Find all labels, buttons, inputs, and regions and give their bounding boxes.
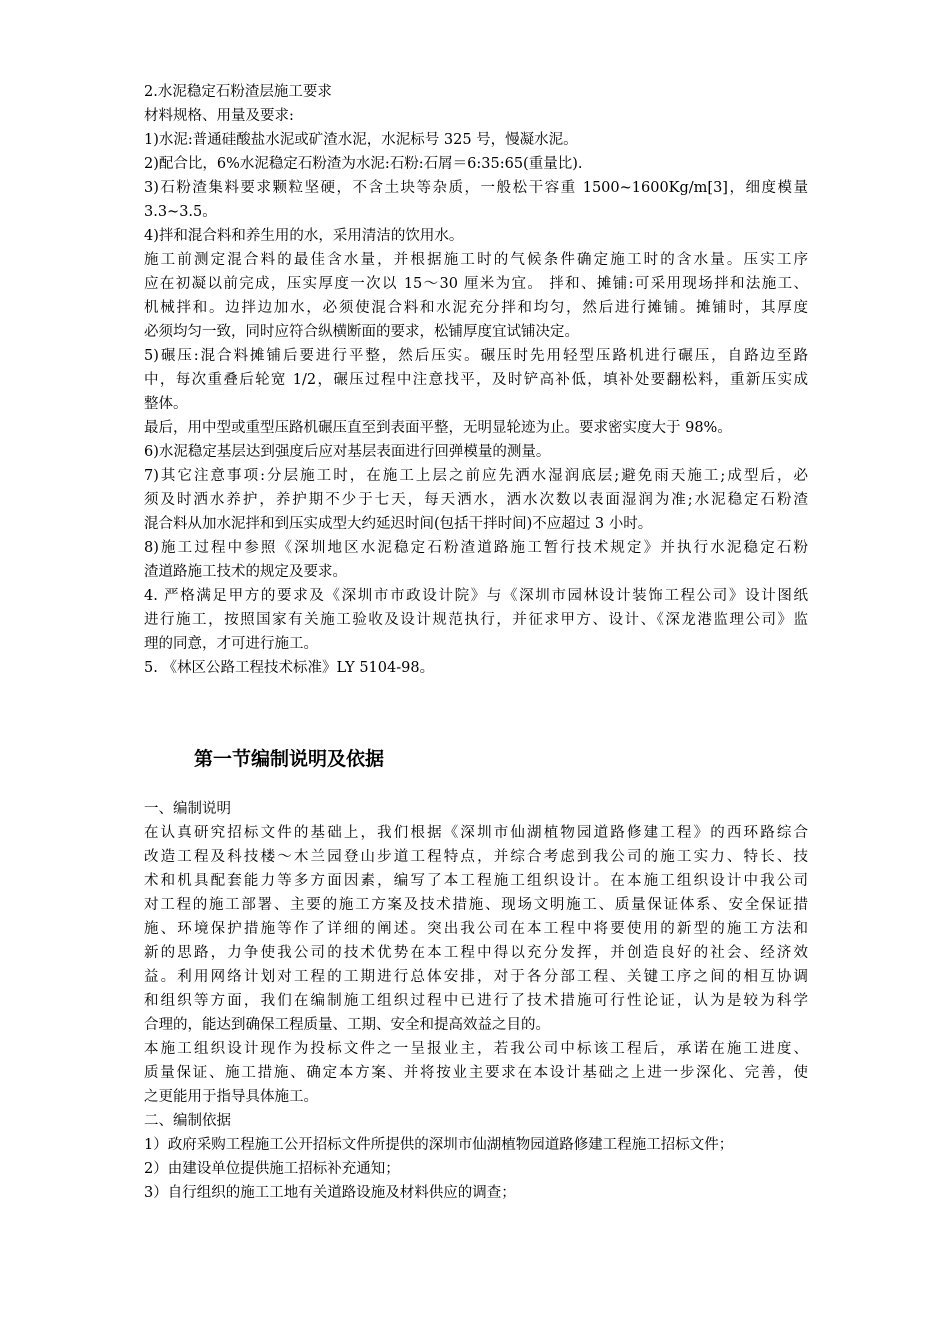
- subsection-title: 2.水泥稳定石粉渣层施工要求: [144, 84, 332, 100]
- text-line: 7)其它注意事项:分层施工时，在施工上层之前应先洒水湿润底层;避免雨天施工;成型后，必: [144, 468, 808, 484]
- text-line: 1）政府采购工程施工公开招标文件所提供的深圳市仙湖植物园道路修建工程施工招标文件；: [144, 1137, 734, 1153]
- text-line: 混合料从加水泥拌和到压实成型大约延迟时间(包括干拌时间)不应超过 3 小时。: [144, 516, 653, 532]
- text-line: 渣道路施工技术的规定及要求。: [144, 564, 347, 580]
- text-line: 3.3~3.5。: [144, 204, 217, 220]
- text-line: 5)碾压:混合料摊铺后要进行平整，然后压实。碾压时先用轻型压路机进行碾压，自路边至路: [144, 348, 808, 364]
- text-line: 中，每次重叠后轮宽 1/2，碾压过程中注意找平，及时铲高补低，填补处要翻松料，重新压实成: [144, 372, 808, 388]
- text-line: 4)拌和混合料和养生用的水，采用清洁的饮用水。: [144, 228, 464, 244]
- text-line: 之更能用于指导具体施工。: [144, 1089, 318, 1105]
- subsection-title: 二、编制依据: [144, 1113, 231, 1129]
- text-line: 合理的，能达到确保工程质量、工期、安全和提高效益之目的。: [144, 1017, 550, 1033]
- text-line: 对工程的施工部署、主要的施工方案及技术措施、现场文明施工、质量保证体系、安全保证措: [144, 897, 808, 913]
- text-line: 益。利用网络计划对工程的工期进行总体安排，对于各分部工程、关键工序之间的相互协调: [144, 969, 808, 985]
- text-line: 本施工组织设计现作为投标文件之一呈报业主，若我公司中标该工程后，承诺在施工进度、: [144, 1041, 808, 1057]
- text-line: 施、环境保护措施等作了详细的阐述。突出我公司在本工程中将要使用的新型的施工方法和: [144, 921, 808, 937]
- text-line: 机械拌和。边拌边加水，必须使混合料和水泥充分拌和均匀，然后进行摊铺。摊铺时，其厚度: [144, 300, 808, 316]
- text-line: 和组织等方面，我们在编制施工组织过程中已进行了技术措施可行性论证，认为是较为科学: [144, 993, 808, 1009]
- text-line: 3）自行组织的施工工地有关道路设施及材料供应的调查；: [144, 1185, 516, 1201]
- text-line: 应在初凝以前完成，压实厚度一次以 15～30 厘米为宜。 拌和、摊铺:可采用现场拌和法施工、: [144, 276, 808, 292]
- text-line: 术和机具配套能力等多方面因素，编写了本工程施工组织设计。在本施工组织设计中我公司: [144, 873, 808, 889]
- text-line: 质量保证、施工措施、确定本方案、并将按业主要求在本设计基础之上进一步深化、完善，使: [144, 1065, 808, 1081]
- text-line: 1)水泥:普通硅酸盐水泥或矿渣水泥，水泥标号 325 号，慢凝水泥。: [144, 132, 578, 148]
- text-line: 理的同意，才可进行施工。: [144, 636, 318, 652]
- text-line: 在认真研究招标文件的基础上，我们根据《深圳市仙湖植物园道路修建工程》的西环路综合: [144, 825, 808, 841]
- text-line: 改造工程及科技楼～木兰园登山步道工程特点，并综合考虑到我公司的施工实力、特长、技: [144, 849, 808, 865]
- text-line: 8)施工过程中参照《深圳地区水泥稳定石粉渣道路施工暂行技术规定》并执行水泥稳定石粉: [144, 540, 808, 556]
- text-line: 3)石粉渣集料要求颗粒坚硬，不含土块等杂质，一般松干容重 1500~1600Kg/m[3]，细度模量: [144, 180, 808, 196]
- section-heading: 第一节编制说明及依据: [194, 748, 385, 770]
- subsection-title: 一、编制说明: [144, 801, 231, 817]
- text-line: 须及时洒水养护，养护期不少于七天，每天洒水，洒水次数以表面湿润为准;水泥稳定石粉渣: [144, 492, 808, 508]
- text-line: 2）由建设单位提供施工招标补充通知；: [144, 1161, 400, 1177]
- text-line: 最后，用中型或重型压路机碾压直至到表面平整，无明显轮迹为止。要求密实度大于 98%。: [144, 420, 732, 436]
- text-line: 新的思路，力争使我公司的技术优势在本工程中得以充分发挥，并创造良好的社会、经济效: [144, 945, 808, 961]
- text-line: 施工前测定混合料的最佳含水量，并根据施工时的气候条件确定施工时的含水量。压实工序: [144, 252, 808, 268]
- text-line: 6)水泥稳定基层达到强度后应对基层表面进行回弹模量的测量。: [144, 444, 551, 460]
- text-line: 5. 《林区公路工程技术标准》LY 5104-98。: [144, 660, 435, 676]
- text-line: 必须均匀一致，同时应符合纵横断面的要求，松铺厚度宜试铺决定。: [144, 324, 579, 340]
- text-line: 2)配合比，6%水泥稳定石粉渣为水泥:石粉:石屑＝6:35:65(重量比).: [144, 156, 583, 172]
- text-line: 材料规格、用量及要求:: [144, 108, 294, 124]
- text-line: 整体。: [144, 396, 188, 412]
- text-line: 进行施工，按照国家有关施工验收及设计规范执行，并征求甲方、设计、《深龙港监理公司》监: [144, 612, 808, 628]
- text-line: 4. 严格满足甲方的要求及《深圳市市政设计院》与《深圳市园林设计装饰工程公司》设计图纸: [144, 588, 808, 604]
